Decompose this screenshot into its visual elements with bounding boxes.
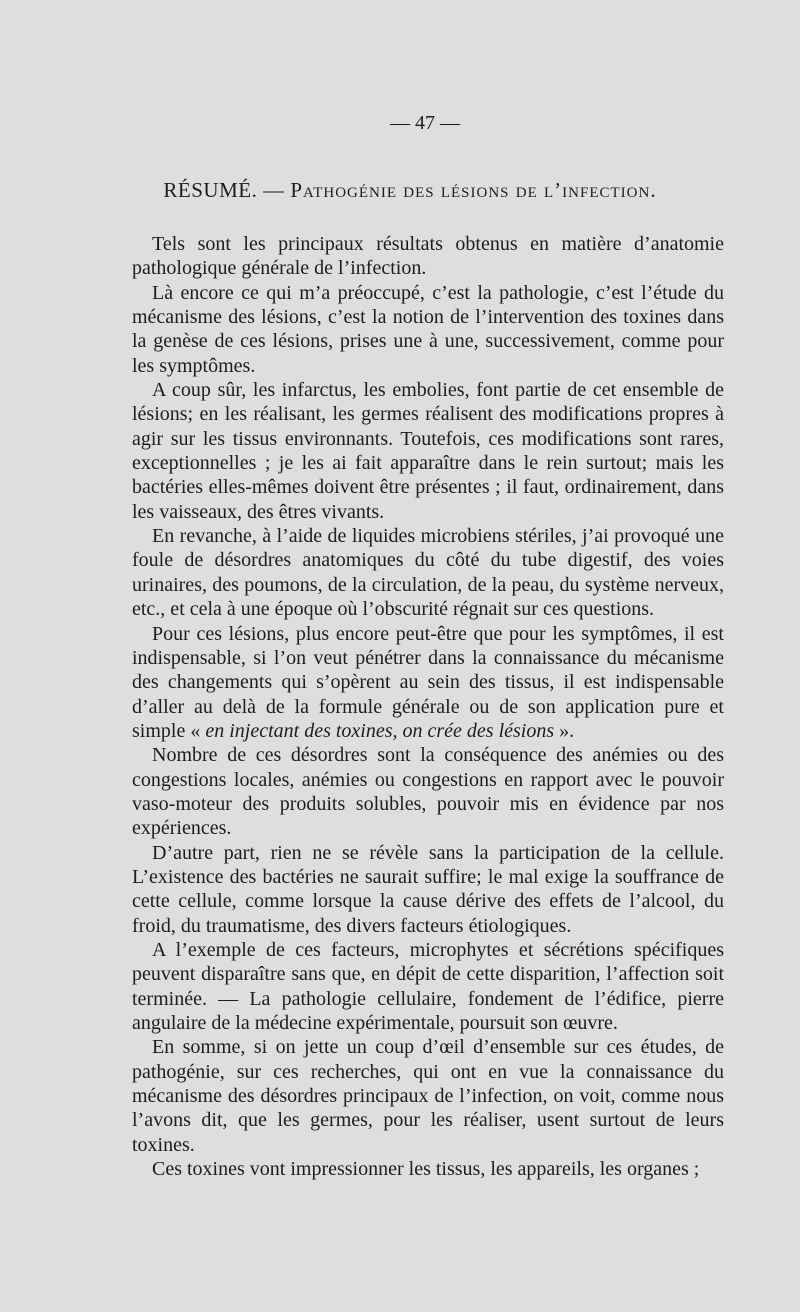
paragraph: Tels sont les principaux résultats obtenus en matière d’anatomie pathologique générale de l’infection.	[132, 233, 724, 280]
heading-subtitle: Pathogénie des lésions de l’infection.	[290, 178, 657, 202]
paragraph: Nombre de ces désordres sont la conséquence des anémies ou des congestions locales, anémies ou congestions en rapport avec le pouvoir vaso-moteur des produits solubles, pouvoir mis en évidence par nos expériences.	[132, 744, 724, 840]
paragraph: Là encore ce qui m’a préoccupé, c’est la pathologie, c’est l’étude du mécanisme des lésions, c’est la notion de l’intervention des toxines dans la genèse de ces lésions, prises une à une, successivement, comme pour les symptômes.	[132, 281, 724, 377]
paragraph: En revanche, à l’aide de liquides microbiens stériles, j’ai provoqué une foule de désordres anatomiques du côté du tube digestif, des voies urinaires, des poumons, de la circulation, de la peau, du système nerveux, etc., et cela à une époque où l’obscurité régnait sur ces questions.	[132, 525, 724, 621]
heading-separator: —	[257, 178, 291, 202]
paragraph-text: Pour ces lésions, plus encore peut-être que pour les symptômes, il est indispensable, si l’on veut pénétrer dans la connaissance du mécanisme des changements qui s’opèrent au sein des tissus, il est indispensable d’aller au delà de la formule générale ou de son application pure et simple «	[132, 622, 724, 742]
paragraph: D’autre part, rien ne se révèle sans la participation de la cellule. L’existence des bactéries ne saurait suffire; le mal exige la souffrance de cette cellule, comme lorsque la cause dérive des effets de l’alcool, du froid, du traumatisme, des divers facteurs étiologiques.	[132, 841, 724, 937]
paragraph-tail: ».	[554, 719, 575, 742]
heading-label: RÉSUMÉ.	[163, 178, 258, 202]
body-text	[132, 232, 724, 1181]
paragraph: Ces toxines vont impressionner les tissus, les appareils, les organes ;	[152, 1158, 700, 1181]
paragraph	[132, 622, 724, 744]
section-heading	[0, 178, 800, 203]
paragraph: En somme, si on jette un coup d’œil d’ensemble sur ces études, de pathogénie, sur ces recherches, qui ont en vue la connaissance du mécanisme des désordres principaux de l’infection, on voit, comme nous l’avons dit, que les germes, pour les réaliser, usent surtout de leurs toxines.	[132, 1036, 724, 1156]
paragraph: A coup sûr, les infarctus, les embolies, font partie de cet ensemble de lésions; en les réalisant, les germes réalisent des modifications propres à agir sur les tissus environnants. Toutefois, ces modifications sont rares, exceptionnelles ; je les ai fait apparaître dans le rein surtout; mais les bactéries elles-mêmes doivent être présentes ; il faut, ordinairement, dans les vaisseaux, des êtres vivants.	[132, 379, 724, 523]
paragraph: A l’exemple de ces facteurs, microphytes et sécrétions spécifiques peuvent disparaître sans que, en dépit de cette disparition, l’affection soit terminée. — La pathologie cellulaire, fondement de l’édifice, pierre angulaire de la médecine expérimentale, poursuit son œuvre.	[132, 938, 724, 1034]
paragraph-italic-quote: en injectant des toxines, on crée des lésions	[205, 719, 555, 742]
page-number: — 47 —	[390, 112, 460, 134]
